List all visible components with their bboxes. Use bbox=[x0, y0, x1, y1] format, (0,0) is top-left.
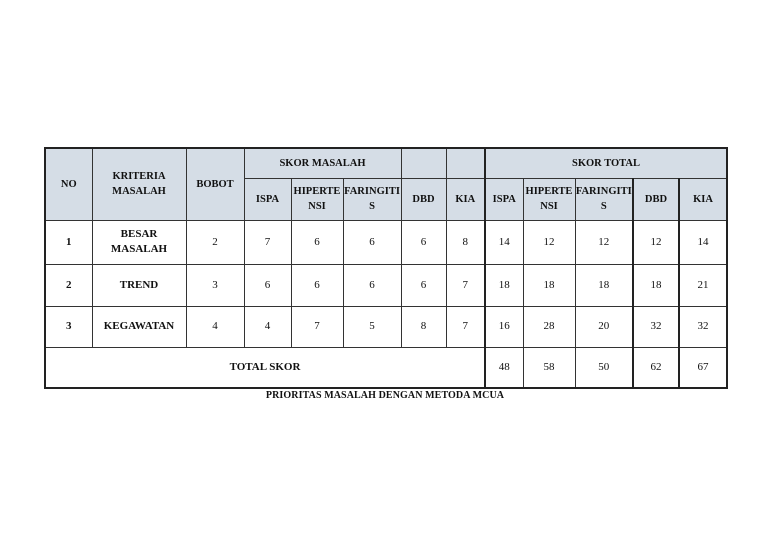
header-total-kia: KIA bbox=[679, 178, 727, 220]
row-skor-faringitis: 5 bbox=[343, 306, 401, 347]
header-bobot: BOBOT bbox=[186, 148, 244, 220]
row-skor-dbd: 6 bbox=[401, 264, 446, 306]
table-row bbox=[45, 220, 727, 264]
header-total-ispa: ISPA bbox=[485, 178, 523, 220]
table-row bbox=[45, 264, 727, 306]
row-skor-hipertensi: 7 bbox=[291, 306, 343, 347]
row-kriteria: BESAR MASALAH bbox=[92, 220, 186, 264]
header-skor-total: SKOR TOTAL bbox=[485, 148, 727, 178]
row-skor-hipertensi: 6 bbox=[291, 220, 343, 264]
header-skor-faringitis: FARINGITI S bbox=[343, 178, 401, 220]
row-total-ispa: 14 bbox=[485, 220, 523, 264]
mcua-priority-table bbox=[44, 147, 728, 389]
row-total-kia: 21 bbox=[679, 264, 727, 306]
row-total-kia: 32 bbox=[679, 306, 727, 347]
table-row bbox=[45, 306, 727, 347]
row-skor-dbd: 8 bbox=[401, 306, 446, 347]
row-total-faringitis: 20 bbox=[575, 306, 633, 347]
header-skor-hipertensi: HIPERTE NSI bbox=[291, 178, 343, 220]
row-total-ispa: 18 bbox=[485, 264, 523, 306]
row-bobot: 4 bbox=[186, 306, 244, 347]
row-kriteria: KEGAWATAN bbox=[92, 306, 186, 347]
total-row bbox=[45, 347, 727, 388]
row-total-kia: 14 bbox=[679, 220, 727, 264]
header-skor-kia: KIA bbox=[446, 178, 485, 220]
row-total-ispa: 16 bbox=[485, 306, 523, 347]
row-total-hipertensi: 18 bbox=[523, 264, 575, 306]
header-kriteria-masalah: KRITERIA MASALAH bbox=[92, 148, 186, 220]
row-skor-ispa: 7 bbox=[244, 220, 291, 264]
row-skor-kia: 7 bbox=[446, 264, 485, 306]
row-skor-hipertensi: 6 bbox=[291, 264, 343, 306]
row-skor-dbd: 6 bbox=[401, 220, 446, 264]
row-skor-faringitis: 6 bbox=[343, 264, 401, 306]
row-skor-ispa: 6 bbox=[244, 264, 291, 306]
header-blank-dbd bbox=[401, 148, 446, 178]
row-total-faringitis: 18 bbox=[575, 264, 633, 306]
row-bobot: 2 bbox=[186, 220, 244, 264]
row-no: 3 bbox=[45, 306, 92, 347]
row-no: 2 bbox=[45, 264, 92, 306]
row-no: 1 bbox=[45, 220, 92, 264]
row-bobot: 3 bbox=[186, 264, 244, 306]
total-kia: 67 bbox=[679, 347, 727, 388]
row-skor-ispa: 4 bbox=[244, 306, 291, 347]
header-blank-kia bbox=[446, 148, 485, 178]
total-dbd: 62 bbox=[633, 347, 679, 388]
row-total-dbd: 18 bbox=[633, 264, 679, 306]
row-total-hipertensi: 28 bbox=[523, 306, 575, 347]
table-caption: PRIORITAS MASALAH DENGAN METODA MCUA bbox=[265, 390, 505, 401]
total-skor-label: TOTAL SKOR bbox=[45, 347, 485, 388]
header-total-hipertensi: HIPERTE NSI bbox=[523, 178, 575, 220]
row-total-hipertensi: 12 bbox=[523, 220, 575, 264]
header-no: NO bbox=[45, 148, 92, 220]
total-hipertensi: 58 bbox=[523, 347, 575, 388]
row-total-faringitis: 12 bbox=[575, 220, 633, 264]
row-skor-faringitis: 6 bbox=[343, 220, 401, 264]
total-faringitis: 50 bbox=[575, 347, 633, 388]
header-total-dbd: DBD bbox=[633, 178, 679, 220]
total-ispa: 48 bbox=[485, 347, 523, 388]
header-total-faringitis: FARINGITI S bbox=[575, 178, 633, 220]
row-total-dbd: 12 bbox=[633, 220, 679, 264]
row-skor-kia: 7 bbox=[446, 306, 485, 347]
header-skor-dbd: DBD bbox=[401, 178, 446, 220]
row-skor-kia: 8 bbox=[446, 220, 485, 264]
header-skor-ispa: ISPA bbox=[244, 178, 291, 220]
row-kriteria: TREND bbox=[92, 264, 186, 306]
header-skor-masalah: SKOR MASALAH bbox=[244, 148, 401, 178]
row-total-dbd: 32 bbox=[633, 306, 679, 347]
